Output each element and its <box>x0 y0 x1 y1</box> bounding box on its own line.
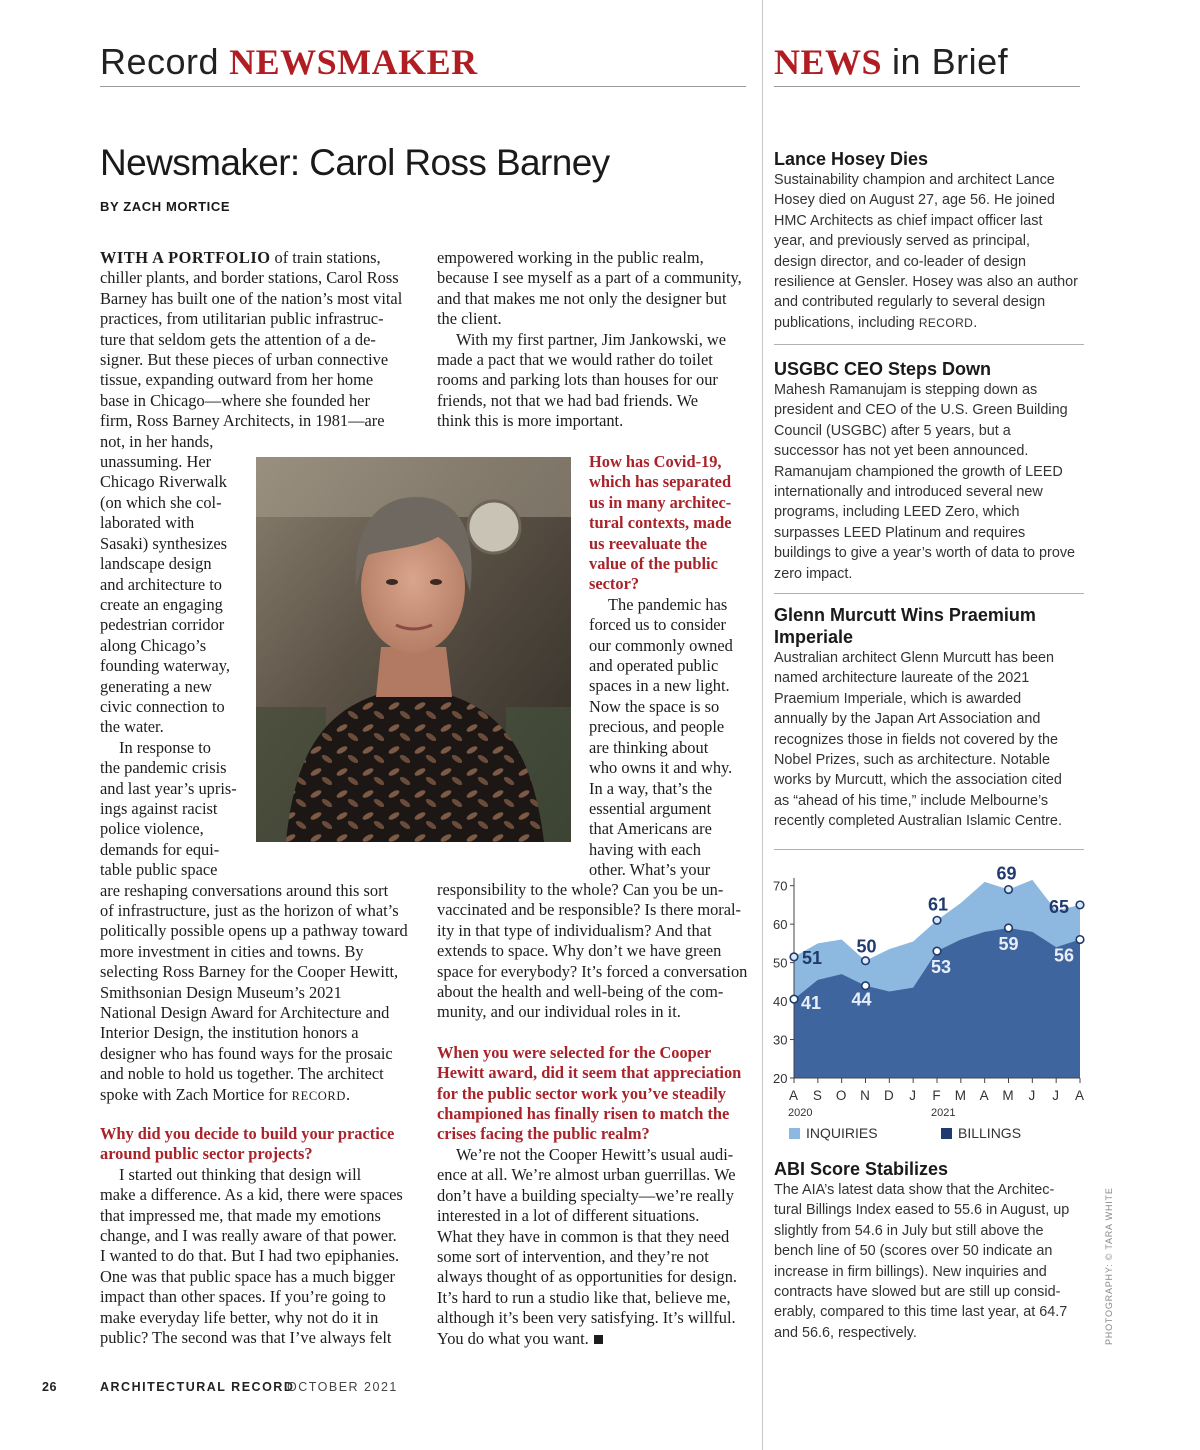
y-tick-label: 40 <box>773 994 788 1010</box>
x-tick-label: J <box>1028 1088 1037 1103</box>
brief-line: Hosey died on August 27, age 56. He joined <box>774 192 1055 209</box>
column-divider <box>762 0 763 1450</box>
footer-publication: ARCHITECTURAL RECORD <box>100 1380 295 1394</box>
data-point-inquiries <box>1005 886 1013 894</box>
body-line: National Design Award for Architecture and <box>100 1003 390 1023</box>
brief-body <box>774 170 1084 333</box>
body-line: rooms and parking lots than houses for our <box>437 370 718 390</box>
article-column-2-lower <box>437 880 747 1349</box>
answer-line: essential argument <box>589 798 712 818</box>
body-line: more investment in cities and towns. By <box>100 941 364 961</box>
article-byline: BY ZACH MORTICE <box>100 199 231 214</box>
brief-title-line: ABI Score Stabilizes <box>774 1159 949 1179</box>
x-tick-label: S <box>812 1088 823 1103</box>
brief-body <box>774 1180 1084 1343</box>
brief-title-line: Lance Hosey Dies <box>774 149 929 169</box>
answer-line: some sort of intervention, and they’re not <box>437 1246 709 1266</box>
body-line: along Chicago’s <box>100 635 207 655</box>
body-line: base in Chicago—where she founded her <box>100 390 370 410</box>
body-line: and architecture to <box>100 574 222 594</box>
brief-line: HMC Architects as chief impact officer last <box>774 212 1043 229</box>
body-line: Chicago Riverwalk <box>100 472 227 492</box>
brief-line: erably, compared to this time last year, at 64.7 <box>774 1304 1068 1321</box>
answer-line: precious, and people <box>589 717 725 737</box>
brief-line: Ramanujam championed the growth of LEED <box>774 463 1063 480</box>
brief-line: resilience at Gensler. Hosey was also an author <box>774 274 1078 291</box>
body-line: generating a new <box>100 676 212 696</box>
answer-line: ity in that type of individualism? And that <box>437 920 712 940</box>
answer-line: interested in a lot of different situations. <box>437 1206 700 1226</box>
answer-line: Now the space is so <box>589 696 720 716</box>
answer-line: always thought of as opportunities for design. <box>437 1267 737 1287</box>
header-in-brief-words: in Brief <box>892 41 1009 82</box>
header-record-word: Record <box>100 41 220 82</box>
y-tick-label: 60 <box>773 917 788 933</box>
answer-line: don’t have a building specialty—we’re really <box>437 1185 734 1205</box>
question-line: us in many architec- <box>589 492 732 512</box>
data-label-inquiries: 61 <box>928 894 949 915</box>
question-line: for the public sector work you’ve steadily <box>437 1083 726 1103</box>
brief-line: The AIA’s latest data show that the Architec- <box>774 1182 1055 1198</box>
brief-line: Australian architect Glenn Murcutt has been <box>774 650 1054 666</box>
body-line: friends, not that we had bad friends. We <box>437 390 699 410</box>
brief-title <box>774 1158 1084 1180</box>
question-line: value of the public <box>589 554 718 574</box>
answer-line: The pandemic has <box>608 594 728 614</box>
x-tick-label: J <box>909 1088 918 1103</box>
header-rule-left <box>100 86 746 87</box>
question-line: tural contexts, made <box>589 513 732 533</box>
brief-title <box>774 358 1084 380</box>
brief-abi-score <box>774 1158 1084 1343</box>
brief-divider-1 <box>774 344 1084 345</box>
brief-title-line: USGBC CEO Steps Down <box>774 359 992 379</box>
answer-line: about the health and well-being of the com- <box>437 982 724 1002</box>
brief-line: slightly from 54.6 in July but still above the <box>774 1222 1044 1239</box>
data-label-inquiries: 69 <box>996 866 1017 884</box>
legend-billings-label: BILLINGS <box>958 1125 1022 1141</box>
x-tick-label: A <box>1074 1088 1086 1103</box>
brief-line: successor has not yet been announced. <box>774 443 1029 460</box>
page-number: 26 <box>42 1380 57 1394</box>
section-header-newsmaker <box>100 40 478 84</box>
body-line: Interior Design, the institution honors a <box>100 1023 359 1043</box>
brief-line: president and CEO of the U.S. Green Building <box>774 402 1068 419</box>
record-smallcaps: RECORD <box>918 315 974 330</box>
brief-line: annually by the Japan Art Association and <box>774 711 1041 728</box>
brief-line: Sustainability champion and architect Lance <box>774 172 1055 188</box>
answer-line: change, and I was really aware of that power. <box>100 1226 397 1246</box>
data-label-inquiries: 51 <box>802 947 823 968</box>
body-line: designer who has found ways for the prosaic <box>100 1043 393 1063</box>
y-tick-label: 70 <box>773 878 788 894</box>
answer-line: spaces in a new light. <box>589 676 730 696</box>
body-line: pedestrian corridor <box>100 615 225 635</box>
question-line: championed has finally risen to match the <box>437 1104 730 1124</box>
y-tick-label: 30 <box>773 1032 788 1048</box>
body-line: tissue, expanding outward from her home <box>100 370 374 390</box>
brief-divider-3 <box>774 849 1084 850</box>
answer-line: munity, and our individual roles in it. <box>437 1002 681 1022</box>
brief-usgbc-ceo <box>774 358 1084 584</box>
body-line: not, in her hands, <box>100 431 214 451</box>
brief-line: contracts have slowed but are still up consid- <box>774 1284 1061 1301</box>
body-line: founding waterway, <box>100 656 231 676</box>
end-mark <box>594 1335 603 1344</box>
abi-chart <box>765 866 1095 1131</box>
answer-line: that Americans are <box>589 819 712 839</box>
section-header-news-in-brief <box>774 40 1008 84</box>
lead-line <box>100 248 410 268</box>
body-line: police violence, <box>100 819 204 839</box>
brief-title-line: Imperiale <box>774 627 854 647</box>
footer-issue: OCTOBER 2021 <box>287 1380 398 1394</box>
answer-line: make a difference. As a kid, there were spaces <box>100 1185 403 1205</box>
body-line: of infrastructure, just as the horizon of what’s <box>100 901 399 920</box>
year-label: 2021 <box>931 1107 956 1119</box>
body-line: signer. But these pieces of urban connective <box>100 350 389 370</box>
data-point-billings <box>933 947 941 955</box>
question-line: us reevaluate the <box>589 533 708 553</box>
body-line: Barney has built one of the nation’s most vital <box>100 288 403 308</box>
body-line: Sasaki) synthesizes <box>100 533 228 553</box>
data-label-billings: 59 <box>998 934 1019 954</box>
body-line: ings against racist <box>100 798 218 818</box>
data-label-billings: 41 <box>801 993 822 1014</box>
question-line: Hewitt award, did it seem that appreciation <box>437 1063 742 1083</box>
portrait-illustration <box>256 457 571 842</box>
body-line: politically possible opens up a pathway toward <box>100 921 408 941</box>
x-tick-label: N <box>860 1088 871 1103</box>
brief-line: increase in firm billings). New inquiries and <box>774 1263 1047 1280</box>
article-column-2-narrow <box>589 452 749 881</box>
x-tick-label: A <box>788 1088 800 1103</box>
answer-line: having with each <box>589 839 701 859</box>
body-line: laborated with <box>100 513 195 533</box>
answer-line: and operated public <box>589 656 719 676</box>
answer-line: One was that public space has a much bigger <box>100 1266 395 1286</box>
body-line: and that makes me not only the designer but <box>437 288 727 308</box>
brief-tail: . <box>973 314 978 331</box>
answer-line: I started out thinking that design will <box>119 1164 362 1184</box>
data-label-billings: 44 <box>851 989 872 1010</box>
portrait-photo <box>256 457 571 842</box>
brief-title <box>774 604 1084 648</box>
x-tick-label: A <box>979 1088 990 1103</box>
brief-line: works by Murcutt, which the association cited <box>774 772 1062 789</box>
body-line: and last year’s upris- <box>100 778 237 798</box>
answer-line: public? The second was that I’ve always felt <box>100 1328 392 1348</box>
question-line: When you were selected for the Cooper <box>437 1042 712 1062</box>
answer-line: responsibility to the whole? Can you be un- <box>437 880 724 899</box>
body-line: landscape design <box>100 554 212 574</box>
lead-in: WITH A PORTFOLIO <box>100 248 271 267</box>
answer-line: ence at all. We’re almost urban guerrillas. We <box>437 1165 736 1185</box>
question-line: crises facing the public realm? <box>437 1124 650 1144</box>
body-line: create an engaging <box>100 594 223 614</box>
data-point-inquiries <box>790 953 798 961</box>
brief-body <box>774 380 1084 584</box>
header-newsmaker-word: NEWSMAKER <box>229 42 478 82</box>
y-tick-label: 20 <box>773 1071 788 1086</box>
brief-line: and contributed regularly to several design <box>774 294 1046 311</box>
legend-billings-swatch <box>941 1128 952 1139</box>
data-point-billings <box>1005 924 1013 932</box>
answer-line: What they have in common is that they need <box>437 1226 730 1246</box>
x-tick-label: M <box>954 1088 967 1103</box>
answer-line: In a way, that’s the <box>589 778 713 798</box>
answer-line: are thinking about <box>589 737 709 757</box>
x-tick-label: O <box>835 1088 848 1103</box>
question-line: which has separated <box>589 472 732 492</box>
body-line: ture that seldom gets the attention of a de- <box>100 329 376 349</box>
body-line: the client. <box>437 309 502 329</box>
article-column-2-top <box>437 248 747 432</box>
answer-line: I wanted to do that. But I had two epiphanies. <box>100 1246 400 1266</box>
answer-line: although it’s been very satisfying. It’s willful. <box>437 1308 736 1328</box>
body-line: think this is more important. <box>437 411 624 431</box>
body-line: Smithsonian Design Museum’s 2021 <box>100 982 342 1002</box>
record-smallcaps: RECORD <box>291 1088 346 1103</box>
x-tick-label: F <box>932 1088 942 1103</box>
brief-line: programs, including LEED Zero, which <box>774 504 1020 521</box>
brief-divider-2 <box>774 593 1084 594</box>
answer-line: It’s hard to run a studio like that, believe me, <box>437 1287 731 1307</box>
brief-line: bench line of 50 (scores over 50 indicate an <box>774 1243 1053 1260</box>
question-line: Why did you decide to build your practice <box>100 1124 395 1143</box>
question-line: How has Covid-19, <box>589 452 722 471</box>
brief-line: named architecture laureate of the 2021 <box>774 670 1030 687</box>
body-line: the pandemic crisis <box>100 758 227 778</box>
body-line: civic connection to <box>100 696 225 716</box>
data-point-billings <box>1076 936 1084 944</box>
brief-glenn-murcutt <box>774 604 1084 832</box>
body-line: In response to <box>119 737 211 757</box>
answer-line: forced us to consider <box>589 615 726 635</box>
answer-line: You do what you want. <box>437 1329 747 1349</box>
article-column-1-qa <box>100 1124 410 1348</box>
x-tick-label: D <box>883 1088 895 1103</box>
body-line: empowered working in the public realm, <box>437 248 704 267</box>
article-title: Newsmaker: Carol Ross Barney <box>100 142 610 183</box>
brief-line: design director, and co-leader of design <box>774 253 1026 270</box>
legend-inquiries <box>789 1125 878 1141</box>
brief-line: and 56.6, respectively. <box>774 1324 917 1341</box>
brief-line: as “ahead of his time,” include Melbourne’s <box>774 792 1049 809</box>
question-line: sector? <box>589 574 640 594</box>
brief-line: surpasses LEED Platinum and requires <box>774 524 1026 541</box>
answer-line: impact than other spaces. If you’re going to <box>100 1287 386 1307</box>
body-line: firm, Ross Barney Architects, in 1981—are <box>100 411 385 431</box>
answer-line: extends to space. Why don’t we have green <box>437 941 722 961</box>
brief-line: tural Billings Index eased to 55.6 in August, up <box>774 1202 1070 1219</box>
brief-title <box>774 148 1084 170</box>
lead-text: of train stations, <box>270 248 381 267</box>
body-line: and noble to hold us together. The architect <box>100 1064 384 1084</box>
body-line: selecting Ross Barney for the Cooper Hewitt, <box>100 962 399 982</box>
body-line: spoke with Zach Mortice for RECORD. <box>100 1084 351 1104</box>
body-line: chiller plants, and border stations, Carol Ross <box>100 268 399 288</box>
data-point-inquiries <box>862 957 870 965</box>
x-tick-label: M <box>1002 1088 1015 1103</box>
body-line: demands for equi- <box>100 839 220 859</box>
brief-lance-hosey <box>774 148 1084 333</box>
body-line: unassuming. Her <box>100 452 212 472</box>
data-point-billings <box>790 995 798 1003</box>
brief-line: internationally and introduced several new <box>774 484 1043 501</box>
brief-line: Nobel Prizes, such as architecture. Notable <box>774 752 1050 769</box>
answer-line: our commonly owned <box>589 635 733 655</box>
legend-inquiries-label: INQUIRIES <box>806 1125 878 1141</box>
data-point-inquiries <box>933 917 941 925</box>
photo-credit: PHOTOGRAPHY: © TARA WHITE <box>1104 1187 1114 1345</box>
brief-line: buildings to give a year’s worth of data to prove <box>774 545 1076 562</box>
brief-line: zero impact. <box>774 565 853 582</box>
brief-line: Mahesh Ramanujam is stepping down as <box>774 382 1038 398</box>
body-line: made a pact that we would rather do toilet <box>437 350 713 370</box>
header-news-word: NEWS <box>774 42 883 82</box>
legend-inquiries-swatch <box>789 1128 800 1139</box>
answer-line: make everyday life better, why not do it in <box>100 1307 379 1327</box>
header-rule-right <box>774 86 1080 87</box>
data-label-inquiries: 65 <box>1049 896 1070 917</box>
legend-billings <box>941 1125 1021 1141</box>
answer-line: other. What’s your <box>589 860 711 880</box>
body-line: With my first partner, Jim Jankowski, we <box>456 329 726 349</box>
answer-line: that impressed me, that made my emotions <box>100 1205 381 1225</box>
y-tick-label: 50 <box>773 955 788 971</box>
brief-line: recently completed Australian Islamic Centre. <box>774 813 1062 830</box>
answer-line: vaccinated and be responsible? Is there moral- <box>437 900 742 920</box>
data-label-billings: 53 <box>931 957 952 978</box>
x-tick-label: J <box>1052 1088 1061 1103</box>
body-line: (on which she col- <box>100 492 222 512</box>
data-point-billings <box>862 982 870 990</box>
body-line: table public space <box>100 860 218 880</box>
body-line: practices, from utilitarian public infrastruc- <box>100 309 384 329</box>
data-point-inquiries <box>1076 901 1084 909</box>
year-label: 2020 <box>788 1107 813 1119</box>
brief-line: year, and previously served as principal, <box>774 233 1030 250</box>
answer-line: space for everybody? It’s forced a conversation <box>437 961 748 981</box>
abi-chart-svg <box>765 866 1095 1126</box>
answer-line: We’re not the Cooper Hewitt’s usual audi- <box>456 1144 734 1164</box>
brief-line: recognizes those in fields not covered by the <box>774 731 1058 748</box>
answer-line: who owns it and why. <box>589 758 733 778</box>
body-line: the water. <box>100 717 164 737</box>
data-label-billings: 56 <box>1054 945 1075 966</box>
brief-body <box>774 648 1084 832</box>
brief-line: Council (USGBC) after 5 years, but a <box>774 422 1011 439</box>
data-label-inquiries: 50 <box>856 936 877 957</box>
brief-line: Praemium Imperiale, which is awarded <box>774 690 1022 707</box>
brief-line: publications, including RECORD. <box>774 314 978 331</box>
brief-title-line: Glenn Murcutt Wins Praemium <box>774 605 1036 625</box>
body-line: are reshaping conversations around this sort <box>100 880 389 900</box>
body-line: because I see myself as a part of a community, <box>437 268 742 288</box>
question-line: around public sector projects? <box>100 1144 313 1164</box>
